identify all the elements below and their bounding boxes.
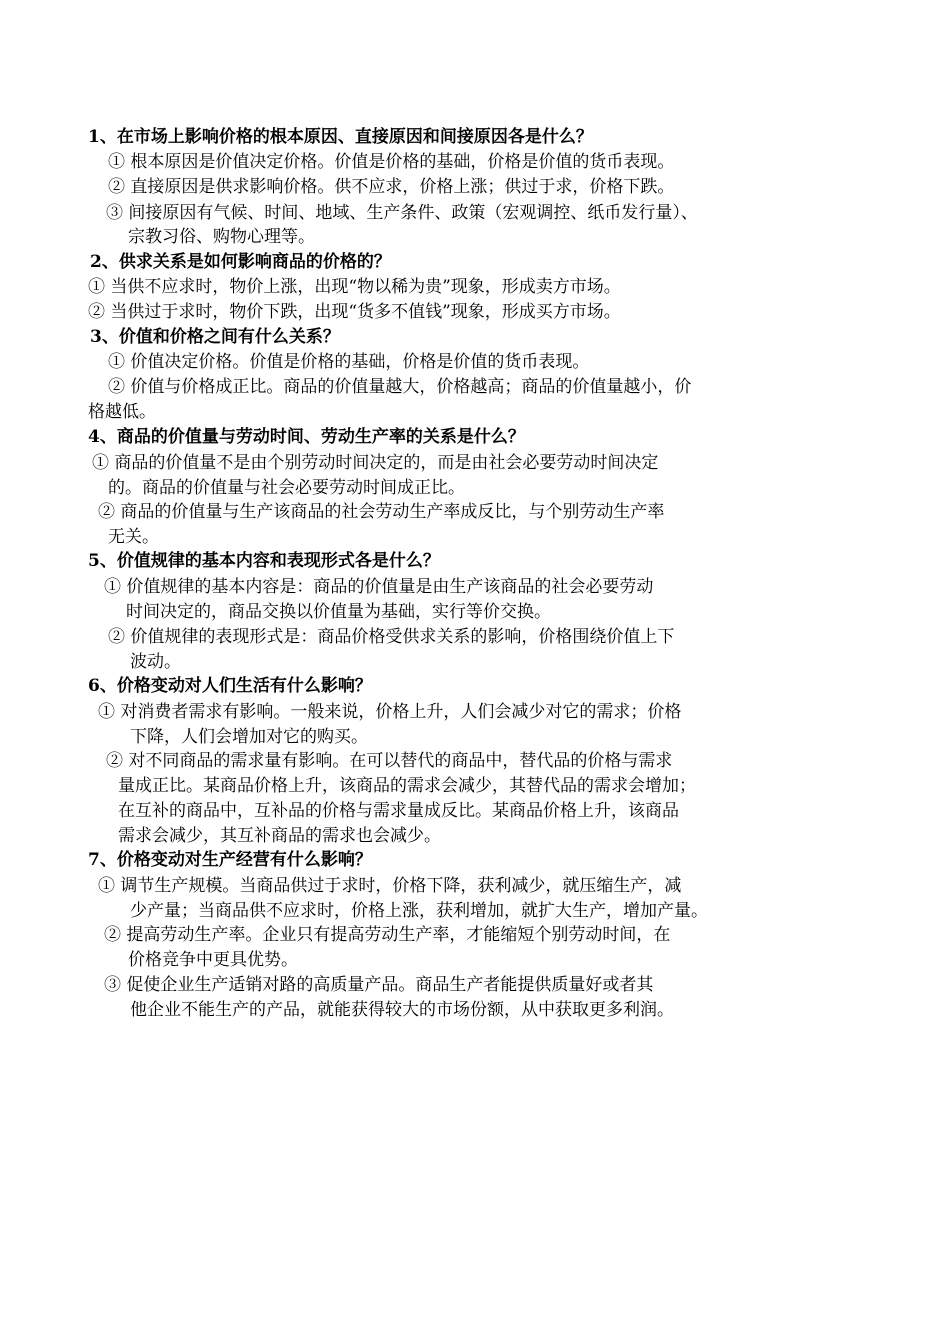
question-1-title: 1、在市场上影响价格的根本原因、直接原因和间接原因各是什么？ (88, 127, 593, 147)
question-7-line-2: 少产量；当商品供不应求时，价格上涨，获利增加，就扩大生产，增加产量。 (130, 901, 708, 921)
question-1-line-2: ② 直接原因是供求影响价格。供不应求，价格上涨；供过于求，价格下跌。 (108, 177, 675, 197)
question-4-line-2: 的。商品的价值量与社会必要劳动时间成正比。 (108, 478, 465, 498)
question-6-line-6: 需求会减少，其互补商品的需求也会减少。 (118, 826, 441, 846)
question-4-line-3: ② 商品的价值量与生产该商品的社会劳动生产率成反比，与个别劳动生产率 (98, 502, 665, 522)
question-4-line-1: ① 商品的价值量不是由个别劳动时间决定的，而是由社会必要劳动时间决定 (92, 453, 659, 473)
question-2-line-1: ① 当供不应求时，物价上涨，出现“物以稀为贵”现象，形成卖方市场。 (88, 277, 621, 297)
question-1-line-3: ③ 间接原因有气候、时间、地域、生产条件、政策（宏观调控、纸币发行量）、 (106, 203, 698, 223)
question-5-line-3: ② 价值规律的表现形式是：商品价格受供求关系的影响，价格围绕价值上下 (108, 627, 675, 647)
question-2-line-2: ② 当供过于求时，物价下跌，出现“货多不值钱”现象，形成买方市场。 (88, 302, 621, 322)
question-5-title: 5、价值规律的基本内容和表现形式各是什么？ (88, 551, 440, 571)
question-3-line-3: 格越低。 (88, 402, 156, 422)
question-1-line-4: 宗教习俗、购物心理等。 (128, 227, 315, 247)
question-6-line-3: ② 对不同商品的需求量有影响。在可以替代的商品中，替代品的价格与需求 (106, 751, 673, 771)
question-6-line-1: ① 对消费者需求有影响。一般来说，价格上升，人们会减少对它的需求；价格 (98, 702, 682, 722)
question-5-line-4: 波动。 (130, 652, 181, 672)
question-6-line-5: 在互补的商品中，互补品的价格与需求量成反比。某商品价格上升，该商品 (118, 801, 679, 821)
question-7-line-4: 价格竞争中更具优势。 (128, 950, 298, 970)
question-3-line-1: ① 价值决定价格。价值是价格的基础，价格是价值的货币表现。 (108, 352, 590, 372)
question-7-title: 7、价格变动对生产经营有什么影响？ (88, 850, 372, 870)
question-6-line-2: 下降，人们会增加对它的购买。 (130, 727, 368, 747)
question-7-line-3: ② 提高劳动生产率。企业只有提高劳动生产率，才能缩短个别劳动时间，在 (104, 925, 671, 945)
question-6-line-4: 量成正比。某商品价格上升，该商品的需求会减少，其替代品的需求会增加； (118, 776, 696, 796)
question-6-title: 6、价格变动对人们生活有什么影响？ (88, 676, 372, 696)
question-7-line-6: 他企业不能生产的产品，就能获得较大的市场份额，从中获取更多利润。 (130, 1000, 674, 1020)
question-7-line-1: ① 调节生产规模。当商品供过于求时，价格下降，获利减少，就压缩生产，减 (98, 876, 682, 896)
question-7-line-5: ③ 促使企业生产适销对路的高质量产品。商品生产者能提供质量好或者其 (104, 975, 654, 995)
question-4-title: 4、商品的价值量与劳动时间、劳动生产率的关系是什么？ (88, 427, 525, 447)
question-2-title: 2、供求关系是如何影响商品的价格的？ (90, 252, 391, 272)
question-5-line-2: 时间决定的，商品交换以价值量为基础，实行等价交换。 (126, 602, 551, 622)
question-1-line-1: ① 根本原因是价值决定价格。价值是价格的基础，价格是价值的货币表现。 (108, 152, 675, 172)
question-4-line-4: 无关。 (108, 527, 159, 547)
question-3-line-2: ② 价值与价格成正比。商品的价值量越大，价格越高；商品的价值量越小，价 (108, 377, 692, 397)
question-5-line-1: ① 价值规律的基本内容是：商品的价值量是由生产该商品的社会必要劳动 (104, 577, 654, 597)
question-3-title: 3、价值和价格之间有什么关系？ (90, 327, 340, 347)
